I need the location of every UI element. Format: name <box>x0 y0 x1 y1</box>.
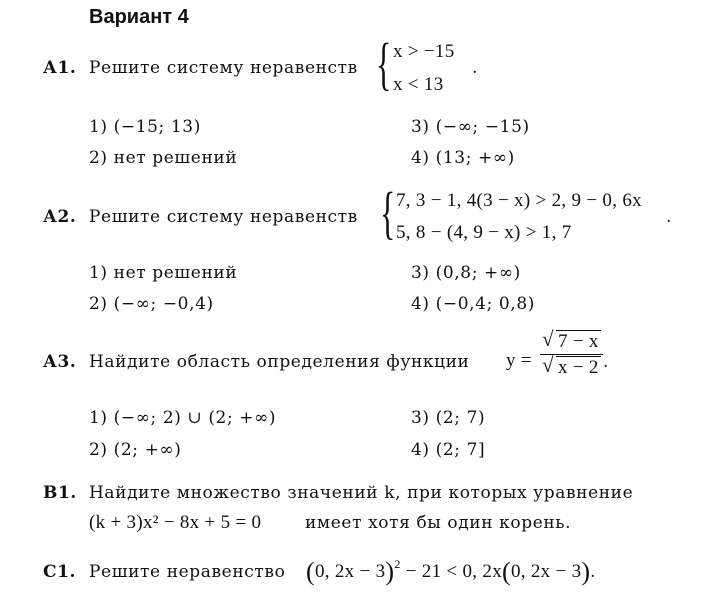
task-a1-option-4: 4) (13; +∞) <box>411 148 515 168</box>
task-c1-end: . <box>590 561 596 582</box>
task-b1-number: В1. <box>43 483 77 503</box>
task-c1-inequality: (0, 2x − 3)$^2$ − 21 < 0, 2x(0, 2x − 3). <box>306 557 596 586</box>
task-a2-option-1: 1) нет решений <box>89 263 238 283</box>
task-a1-option-3: 3) (−∞; −15) <box>411 117 530 137</box>
task-a2-number: А2. <box>43 207 77 227</box>
task-a3-prompt: Найдите область определения функции <box>89 352 470 372</box>
period: . <box>472 58 479 78</box>
task-a3-numerator: 7 − x <box>558 331 599 352</box>
task-a3-denominator: x − 2 <box>558 357 599 378</box>
task-a3-number: А3. <box>43 352 77 372</box>
task-a1-number: А1. <box>43 58 77 78</box>
task-b1-equation: (k + 3)x² − 8x + 5 = 0 <box>89 512 262 533</box>
task-a2-line2: 5, 8 − (4, 9 − x) > 1, 7 <box>396 222 572 243</box>
brace-icon: { <box>376 31 392 96</box>
task-a3-fraction: √ 7 − x √ x − 2 <box>540 330 603 379</box>
period: . <box>603 352 610 372</box>
task-b1-line2: имеет хотя бы один корень. <box>305 513 572 533</box>
task-c1-number: С1. <box>43 562 77 582</box>
task-a3-option-2: 2) (2; +∞) <box>89 440 182 460</box>
task-a2-line1: 7, 3 − 1, 4(3 − x) > 2, 9 − 0, 6x <box>396 190 642 211</box>
task-a1-prompt: Решите систему неравенств <box>89 58 358 78</box>
task-a2-prompt: Решите систему неравенств <box>89 207 358 227</box>
task-c1-prompt: Решите неравенство <box>89 562 286 582</box>
task-a1-line2: x < 13 <box>393 74 444 95</box>
task-c1-expr-b: 0, 2x − 3 <box>510 561 582 582</box>
task-a3-y: y = <box>506 350 532 371</box>
task-a3-option-1: 1) (−∞; 2) ∪ (2; +∞) <box>89 408 277 428</box>
task-c1-middle: − 21 < 0, 2x <box>400 561 503 582</box>
task-a3-option-4: 4) (2; 7] <box>411 440 486 460</box>
task-a1-option-1: 1) (−15; 13) <box>89 117 201 137</box>
task-a2-option-2: 2) (−∞; −0,4) <box>89 294 214 314</box>
task-a1-option-2: 2) нет решений <box>89 148 238 168</box>
task-a3-option-3: 3) (2; 7) <box>411 408 486 428</box>
variant-title: Вариант 4 <box>89 6 189 28</box>
period: . <box>666 207 673 227</box>
task-a2-option-4: 4) (−0,4; 0,8) <box>411 294 535 314</box>
task-b1-line1: Найдите множество значений k, при которых уравнение <box>89 483 634 503</box>
task-c1-expr-a: 0, 2x − 3 <box>314 561 386 582</box>
task-c1-exponent: 2 <box>394 557 401 571</box>
brace-icon: { <box>380 180 396 245</box>
task-a1-line1: x > −15 <box>393 41 455 62</box>
task-a2-option-3: 3) (0,8; +∞) <box>411 263 521 283</box>
